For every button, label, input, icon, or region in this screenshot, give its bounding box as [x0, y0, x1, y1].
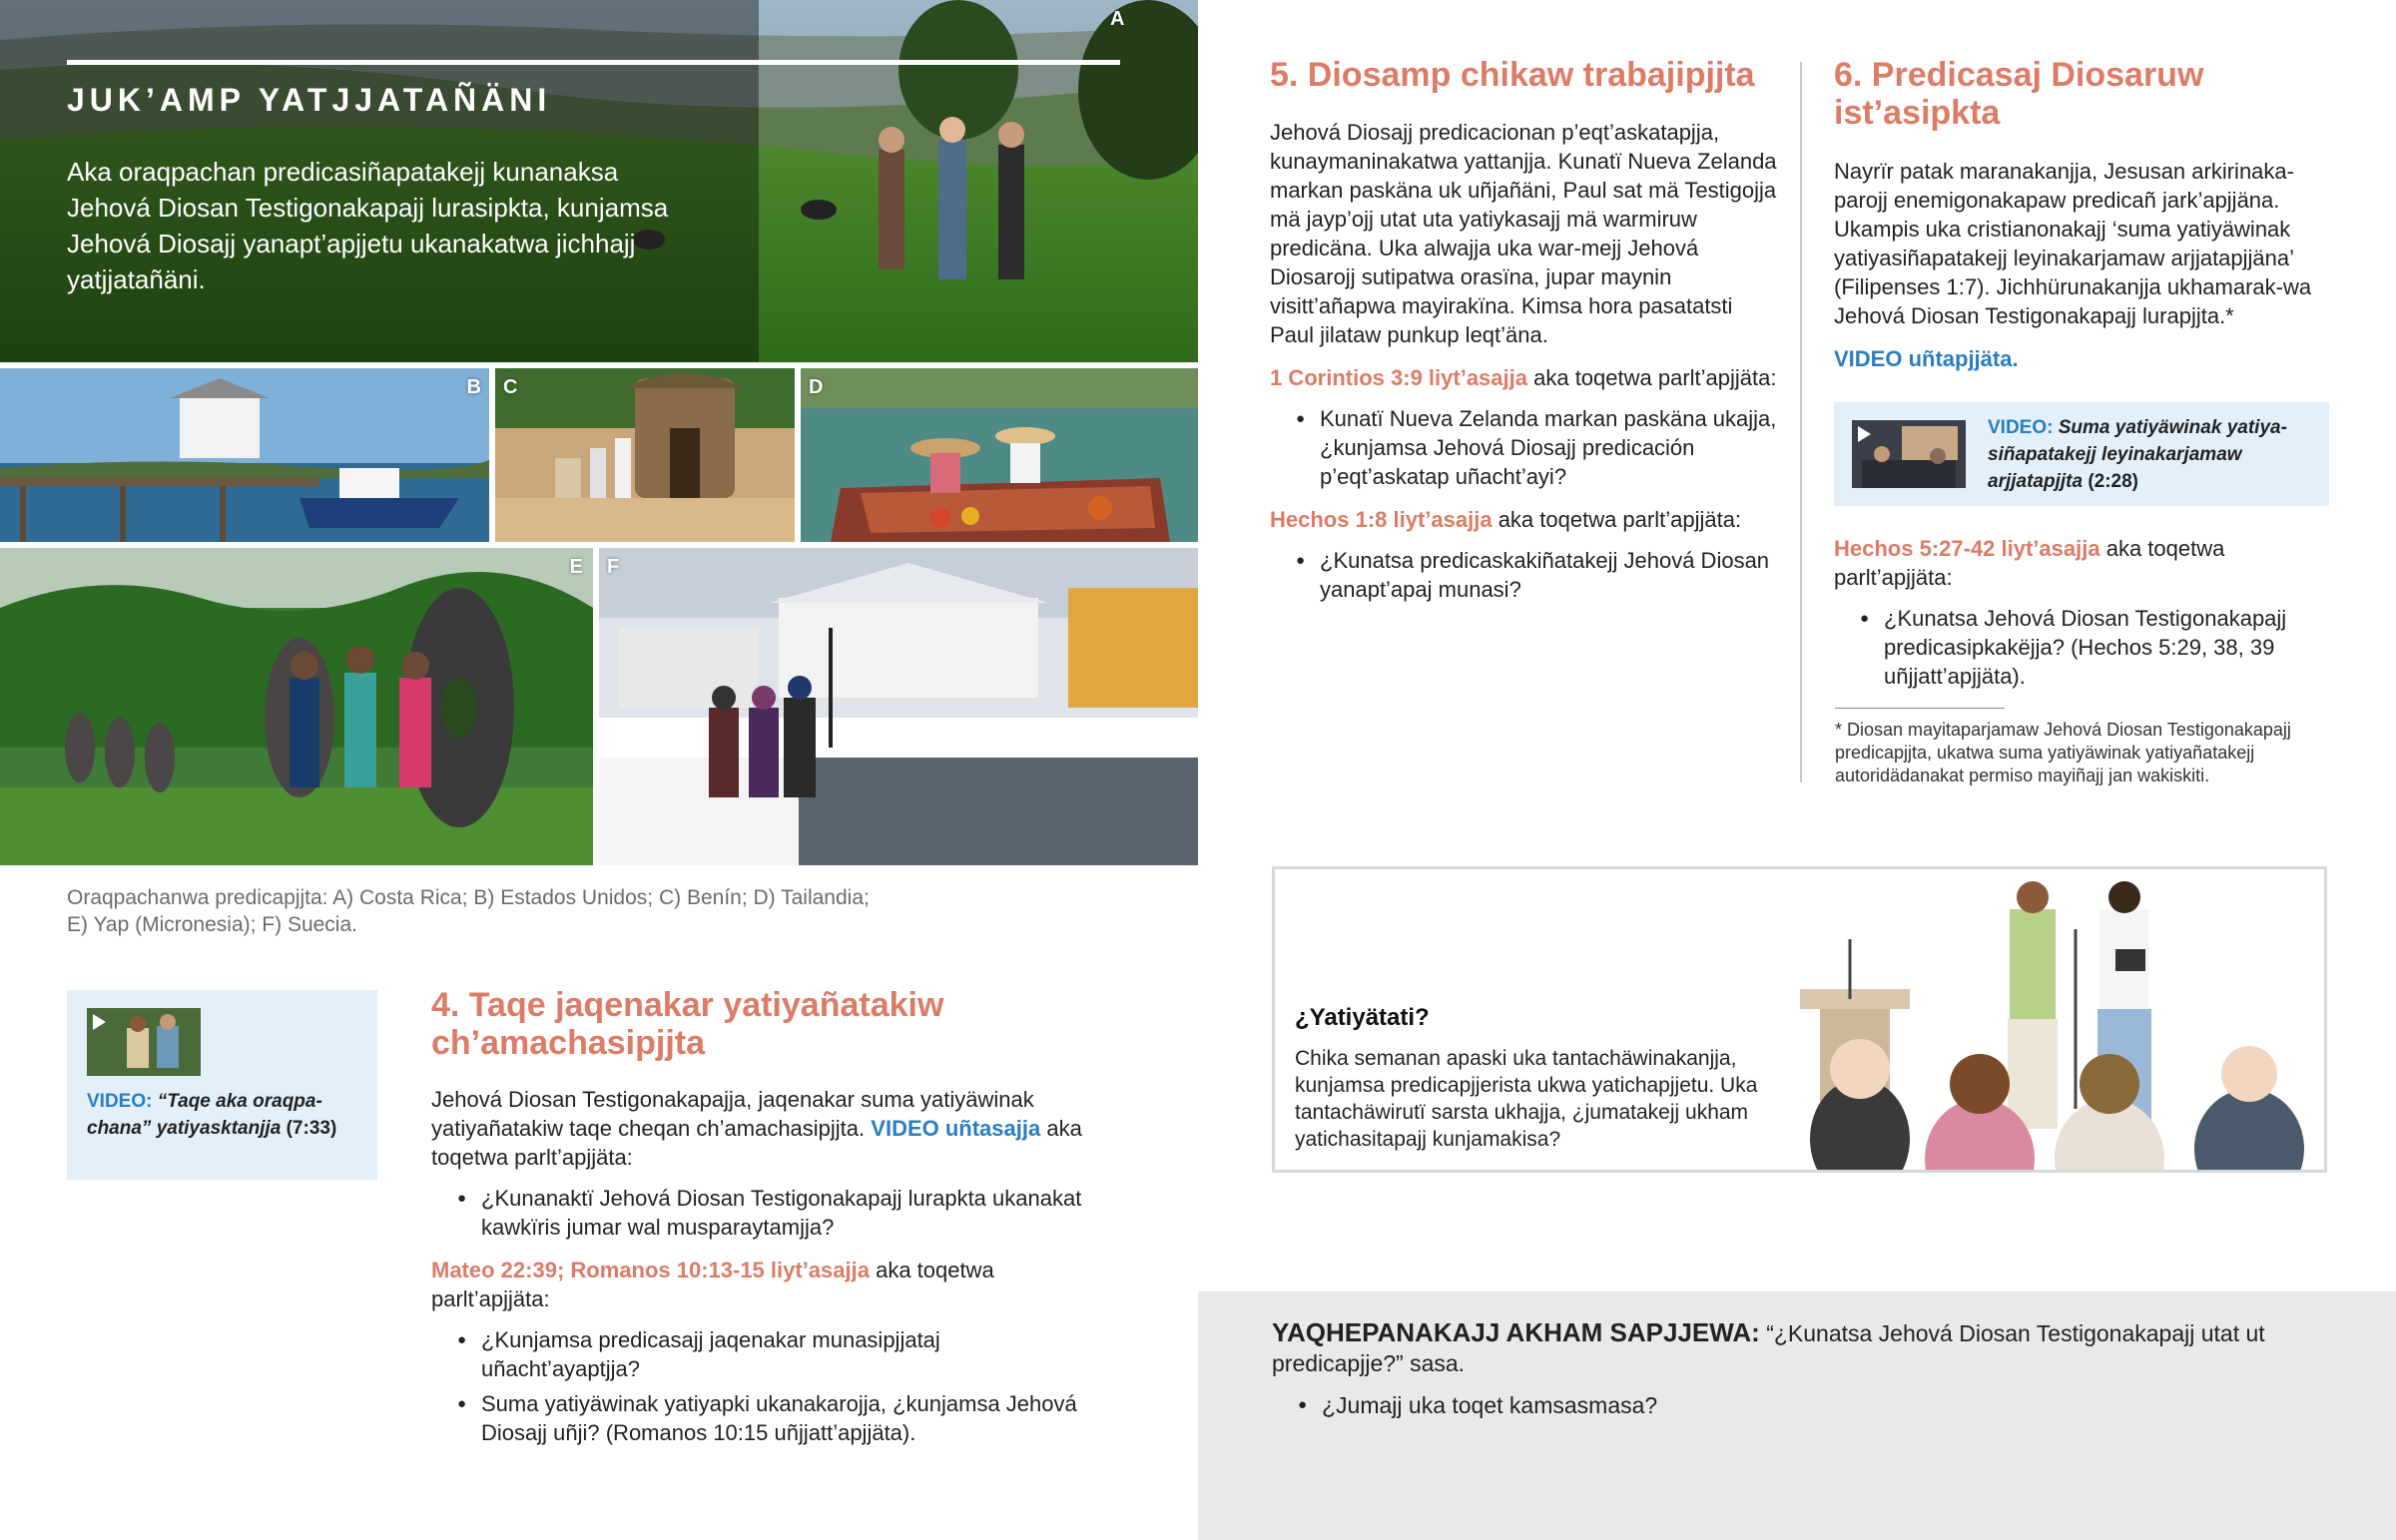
- video-box-text: VIDEO: Suma yatiyäwinak yatiya-siñapatakejj leyinakarjamaw arjjatapjjta (2:28): [1988, 417, 2287, 492]
- section-4-para: Jehová Diosan Testigonakapajja, jaqenakar suma yatiyäwinak yatiyañatakiw taqe cheqan ch’amachasipjjta. VIDEO uñtasajja aka toqetwa parlt’apjjäta:: [431, 1087, 1082, 1170]
- list-item: ● ¿Kunanaktï Jehová Diosan Testigonakapajj lurapkta ukanakat kawkïris jumar wal musparaytamjja?: [457, 1184, 1090, 1242]
- review-panel: [1198, 1291, 2396, 1540]
- section-4-questions-2: [457, 1325, 1090, 1447]
- photo-letter-f: F: [607, 556, 620, 578]
- list-item: ● ¿Jumajj uka toqet kamsasmasa?: [1298, 1390, 2270, 1420]
- column-divider: [1800, 62, 1802, 782]
- video-link[interactable]: VIDEO uñtapjjäta.: [1834, 346, 2019, 371]
- footnote-rule: [1835, 708, 2005, 709]
- section-5-reference-1: 1 Corintios 3:9 liyt’asajja aka toqetwa parlt’apjjäta:: [1270, 365, 1777, 390]
- photo-united-states: [0, 368, 489, 542]
- footnote: * Diosan mayitaparjamaw Jehová Diosan Testigonakapajj predicapjjta, ukatwa suma yatiyäwinak yatiyañatakejj autoridädanakat permiso mayiñajj jan wakiskiti.: [1835, 720, 2291, 785]
- section-5-questions-1: [1296, 404, 1779, 491]
- scripture-reference[interactable]: 1 Corintios 3:9 liyt’asajja: [1270, 365, 1527, 390]
- review-text: [1272, 1317, 2270, 1426]
- list-item: ● Kunatï Nueva Zelanda markan paskäna ukajja, ¿kunjamsa Jehová Diosajj predicación p’eqt’askatap uñacht’ayi?: [1296, 404, 1779, 491]
- section-5-reference-2: Hechos 1:8 liyt’asajja aka toqetwa parlt’apjjäta:: [1270, 507, 1742, 532]
- section-4-title: 4. Taqe jaqenakar yatiyañatakiw ch’amachasipjjta: [431, 986, 944, 1062]
- photo-letter-c: C: [503, 376, 518, 398]
- video-thumbnail[interactable]: [87, 1008, 201, 1076]
- photo-letter-a: A: [1110, 8, 1125, 30]
- photo-yap-micronesia: [0, 548, 593, 865]
- section-5-title: 5. Diosamp chikaw trabajipjjta: [1270, 56, 1755, 94]
- photo-letter-b: B: [466, 376, 481, 398]
- photo-letter-e: E: [569, 556, 583, 578]
- video-link[interactable]: VIDEO uñtasajja: [871, 1116, 1041, 1141]
- did-you-know-text: Chika semanan apaski uka tantachäwinakanjja, kunjamsa predicapjjerista ukwa yatichapjjetu. Uka tantachäwirutï sarsta ukhajja, ¿jumatakejj ukham yatichasitapajj kunjamakisa?: [1295, 1047, 1758, 1151]
- list-item: ● ¿Kunatsa predicaskakiñatakejj Jehová Diosan yanapt’apaj munasi?: [1296, 546, 1779, 604]
- section-6-questions: [1860, 604, 2333, 691]
- scripture-reference[interactable]: Mateo 22:39; Romanos 10:13-15 liyt’asajja: [431, 1258, 870, 1283]
- did-you-know-box: [1272, 866, 2327, 1173]
- section-4-body: [431, 1085, 1090, 1453]
- video-box-section-4[interactable]: [67, 990, 377, 1180]
- photo-thailand: [801, 368, 1198, 542]
- hero-intro-text: Aka oraqpachan predicasiñapatakejj kunanaksa Jehová Diosan Testigonakapajj lurasipkta, kunjamsa Jehová Diosajj yanapt’apjjetu ukanakatwa jichhajj yatjjatañäni.: [67, 157, 669, 294]
- list-item: ● Suma yatiyäwinak yatiyapki ukanakarojja, ¿kunjamsa Jehová Diosajj uñji? (Romanos 10:15 uñjjatt’apjjäta).: [457, 1389, 1090, 1447]
- photo-caption: Oraqpachanwa predicapjjta: A) Costa Rica; B) Estados Unidos; C) Benín; D) Tailandia; E) Yap (Micronesia); F) Suecia.: [67, 886, 870, 936]
- meeting-illustration: [1780, 869, 2324, 1170]
- photo-benin: [495, 368, 795, 542]
- did-you-know-title: ¿Yatiyätati?: [1295, 1004, 1430, 1031]
- photo-letter-d: D: [809, 376, 824, 398]
- photo-sweden: [599, 548, 1198, 865]
- section-5-questions-2: [1296, 546, 1779, 604]
- video-box-text: VIDEO: “Taqe aka oraqpa-chana” yatiyasktanjja (7:33): [87, 1091, 337, 1139]
- video-box-section-6[interactable]: [1834, 402, 2329, 506]
- section-4-questions-1: [457, 1184, 1090, 1242]
- section-6-body: [1834, 157, 2333, 373]
- video-thumbnail[interactable]: [1852, 420, 1966, 488]
- section-6-reference: Hechos 5:27-42 liyt’asajja aka toqetwa parlt’apjjäta:: [1834, 536, 2225, 590]
- section-6-body-2: [1834, 534, 2333, 697]
- section-5-body: [1270, 118, 1779, 610]
- scripture-reference[interactable]: Hechos 5:27-42 liyt’asajja: [1834, 536, 2100, 561]
- hero-title: JUK’AMP YATJJATAÑÄNI: [67, 82, 552, 118]
- play-icon: [93, 1014, 106, 1030]
- review-heading: YAQHEPANAKAJJ AKHAM SAPJJEWA:: [1272, 1317, 1760, 1347]
- section-6-title: 6. Predicasaj Diosaruw ist’asipkta: [1834, 56, 2204, 132]
- section-6-para: Nayrïr patak maranakanjja, Jesusan arkirinaka-parojj enemigonakapaw predicañ jark’apjjäna. Ukampis uka cristianonakajj ‘suma yatiyäwinak yatiyasiñapatakejj leyinakarjamaw arjjatapjjäna’ (Filipenses 1:7). Jichhürunakanjja ukhamarak-wa Jehová Diosan Testigonakapajj lurapjjta.*: [1834, 159, 2312, 328]
- section-4-reference: Mateo 22:39; Romanos 10:13-15 liyt’asajja aka toqetwa parlt’apjjäta:: [431, 1258, 994, 1311]
- review-quote: “¿Kunatsa Jehová Diosan Testigonakapajj utat ut predicapjje?” sasa.: [1272, 1320, 2265, 1376]
- hero-photo-costa-rica: [0, 0, 1198, 362]
- list-item: ● ¿Kunatsa Jehová Diosan Testigonakapajj predicasipkakëjja? (Hechos 5:29, 38, 39 uñjjatt’apjjäta).: [1860, 604, 2333, 691]
- play-icon: [1858, 426, 1871, 442]
- scripture-reference[interactable]: Hechos 1:8 liyt’asajja: [1270, 507, 1493, 532]
- section-5-para: Jehová Diosajj predicacionan p’eqt’askatapjja, kunaymaninakatwa yattanjja. Kunatï Nueva Zelanda markan paskäna uk uñjañäni, Paul sat mä Testigojja mä jayp’ojj utat uta yatiykasajj mä warmiruw predicäna. Uka alwajja uka war-mejj Jehová Diosarojj sutipatwa orasïna, jupar maynin visitt’añapwa mayirakïna. Kimsa hora pasatatsti Paul jilataw punkup leqt’äna.: [1270, 120, 1777, 347]
- hero-rule: [67, 60, 1120, 65]
- list-item: ● ¿Kunjamsa predicasajj jaqenakar munasipjjataj uñacht’ayaptjja?: [457, 1325, 1090, 1383]
- review-questions: [1298, 1390, 2270, 1420]
